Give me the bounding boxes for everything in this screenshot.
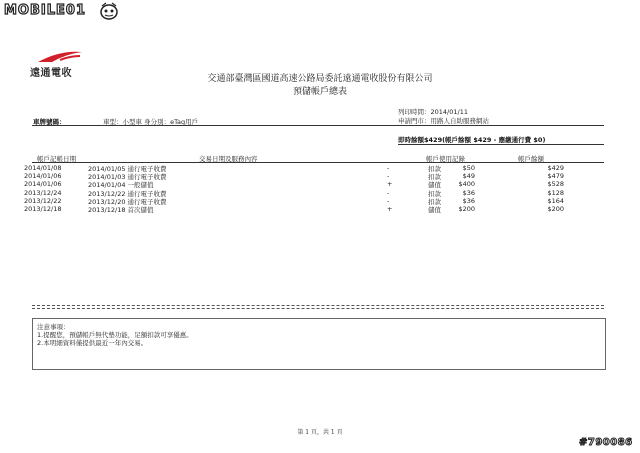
mobile01-face-icon [98, 2, 120, 20]
col-header-description: 交易日期及服務內容 [199, 155, 258, 163]
row-description: 2014/01/04 一般儲值 [88, 181, 154, 190]
row-sign: - [387, 172, 390, 181]
row-date: 2014/01/06 [24, 172, 62, 181]
row-balance: $479 [547, 172, 564, 181]
row-amount: $400 [458, 180, 475, 189]
row-type: 儲值 [428, 206, 441, 214]
vehicle-type-label: 車型： [103, 118, 123, 126]
row-amount: $50 [462, 164, 475, 172]
row-description: 2013/12/18 首次儲值 [88, 206, 154, 214]
dashed-separator [32, 305, 604, 306]
row-date: 2013/12/22 [24, 196, 62, 205]
identity: eTag用戶 [170, 118, 199, 126]
row-sign: - [387, 188, 390, 197]
company-logo-name: 遠通電收 [30, 68, 72, 79]
notes-box [32, 318, 606, 370]
row-balance: $200 [547, 205, 564, 213]
organization-name: 交通部臺灣區國道高速公路局委託遠通電收股份有限公司 [207, 74, 433, 84]
row-description: 2013/12/20 通行電子收費 [88, 197, 167, 206]
request-store-label: 申請門市： [398, 117, 431, 125]
notes-item-1: 1.提醒您，預儲帳戶無代墊功能，足額扣款可享優惠。 [37, 331, 193, 339]
vehicle-type: 小型車 [122, 118, 142, 126]
table-row [0, 164, 640, 172]
plate-label: 車牌號碼： [33, 118, 66, 126]
row-date: 2014/01/08 [24, 164, 62, 172]
row-sign: - [387, 196, 390, 205]
page-number: 第 1 頁，共 1 頁 [297, 429, 343, 436]
table-row [0, 189, 640, 197]
row-date: 2013/12/24 [24, 188, 62, 197]
row-sign: + [387, 205, 393, 213]
dashed-separator-2 [32, 308, 604, 309]
row-balance: $528 [547, 180, 564, 189]
row-sign: - [387, 164, 390, 172]
table-row [0, 180, 640, 188]
col-header-balance: 帳戶餘額 [518, 155, 544, 163]
col-header-date: 帳戶記帳日期 [37, 155, 76, 163]
notes-item-2: 2.本明細資料僅提供最近一年內交易。 [37, 339, 148, 347]
row-amount: $200 [458, 205, 475, 213]
print-date-label: 列印時間： [398, 108, 431, 116]
row-type: 扣款 [428, 165, 441, 173]
row-amount: $49 [462, 172, 475, 181]
row-date: 2014/01/06 [24, 180, 62, 189]
row-description: 2013/12/22 通行電子收費 [88, 189, 167, 198]
balance-summary: 即時餘額$429(帳戶餘額 $429 - 應繳通行費 $0) [398, 136, 546, 144]
row-description: 2014/01/05 通行電子收費 [88, 165, 167, 173]
request-store: 用路人自助服務網站 [430, 117, 489, 125]
table-header-row [0, 154, 640, 162]
print-date-line [398, 107, 468, 116]
page-title: 預儲帳戶總表 [292, 87, 347, 97]
table-header-divider [32, 162, 604, 163]
row-date: 2013/12/18 [24, 205, 62, 213]
row-balance: $164 [547, 196, 564, 205]
row-amount: $36 [462, 196, 475, 205]
header-divider [32, 125, 604, 126]
notes-title: 注意事項： [37, 323, 70, 331]
row-type: 儲值 [428, 181, 441, 190]
row-type: 扣款 [428, 173, 441, 182]
row-amount: $36 [462, 188, 475, 197]
row-sign: + [387, 180, 393, 189]
request-store-line [398, 116, 489, 125]
balance-divider [398, 144, 604, 145]
table-row [0, 197, 640, 205]
row-type: 扣款 [428, 189, 441, 198]
identity-label: 身分別： [144, 118, 171, 126]
row-type: 扣款 [428, 197, 441, 206]
table-row [0, 172, 640, 180]
print-date: 2014/01/11 [430, 108, 468, 116]
row-balance: $128 [547, 188, 564, 197]
watermark-text: MOBILE01 [4, 3, 86, 18]
row-description: 2014/01/03 通行電子收費 [88, 173, 167, 182]
row-balance: $429 [547, 164, 564, 172]
col-header-record: 帳戶使用記錄 [426, 155, 465, 163]
watermark-stamp: #790086 [579, 437, 633, 448]
table-row [0, 205, 640, 213]
